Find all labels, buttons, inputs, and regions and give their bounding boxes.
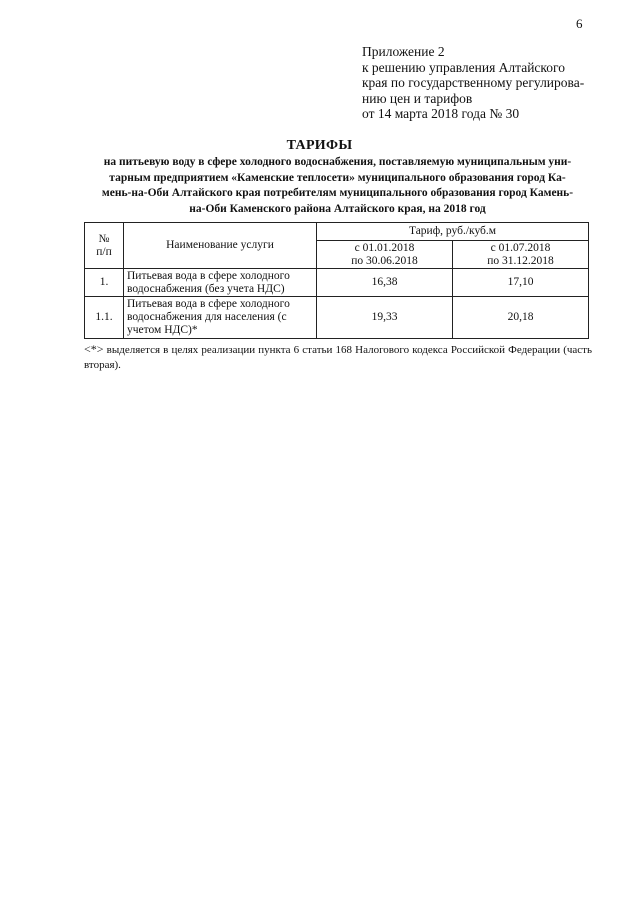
subtitle-line: на питьевую воду в сфере холодного водоснабжения, поставляемую муниципальным уни-: [103, 156, 572, 168]
header-period-2: [453, 241, 589, 269]
tariffs-table: [84, 222, 589, 339]
header-period-line: с 01.07.2018: [490, 241, 551, 254]
document-subtitle: [60, 155, 615, 217]
table-row: [85, 269, 589, 297]
row-num: 1.: [85, 269, 124, 297]
appendix-block: [362, 44, 612, 122]
subtitle-line: мень-на-Оби Алтайского края потребителям муниципального образования город Камень-: [101, 187, 574, 199]
row-tariff-period-1: 19,33: [317, 297, 453, 339]
table-header-row: [85, 223, 589, 241]
row-num: 1.1.: [85, 297, 124, 339]
appendix-line: Приложение 2: [362, 44, 445, 59]
row-service-name: Питьевая вода в сфере холодного водоснабжения для населения (с учетом НДС)*: [124, 297, 317, 339]
header-period-line: с 01.01.2018: [354, 241, 415, 254]
row-tariff-period-2: 17,10: [453, 269, 589, 297]
footnote-text: выделяется в целях реализации пункта 6 статьи 168 Налогового кодекса Российской Федерации (часть вторая).: [84, 344, 592, 371]
subtitle-line: тарным предприятием «Каменские теплосети» муниципального образования город Ка-: [109, 171, 566, 184]
subtitle-line: на-Оби Каменского района Алтайского края, на 2018 год: [189, 202, 486, 215]
header-service-name: Наименование услуги: [124, 223, 317, 269]
header-tariff: Тариф, руб./куб.м: [317, 223, 589, 241]
page-number: 6: [576, 16, 583, 31]
header-period-1: [317, 241, 453, 269]
footnote-mark: <*>: [84, 342, 104, 356]
header-num-line: №: [98, 232, 110, 245]
footnote: [84, 342, 592, 373]
appendix-line: от 14 марта 2018 года № 30: [362, 106, 520, 121]
header-num-line: п/п: [96, 245, 112, 258]
table-row: [85, 297, 589, 339]
row-service-name: Питьевая вода в сфере холодного водоснабжения (без учета НДС): [124, 269, 317, 297]
row-tariff-period-2: 20,18: [453, 297, 589, 339]
document-title: ТАРИФЫ: [286, 138, 353, 153]
row-tariff-period-1: 16,38: [317, 269, 453, 297]
appendix-line: нию цен и тарифов: [362, 90, 473, 106]
appendix-line: края по государственному регулирова-: [362, 75, 585, 90]
appendix-line: к решению управления Алтайского: [362, 59, 565, 75]
header-period-line: по 31.12.2018: [487, 254, 554, 267]
header-num: [85, 223, 124, 269]
header-period-line: по 30.06.2018: [351, 254, 418, 267]
